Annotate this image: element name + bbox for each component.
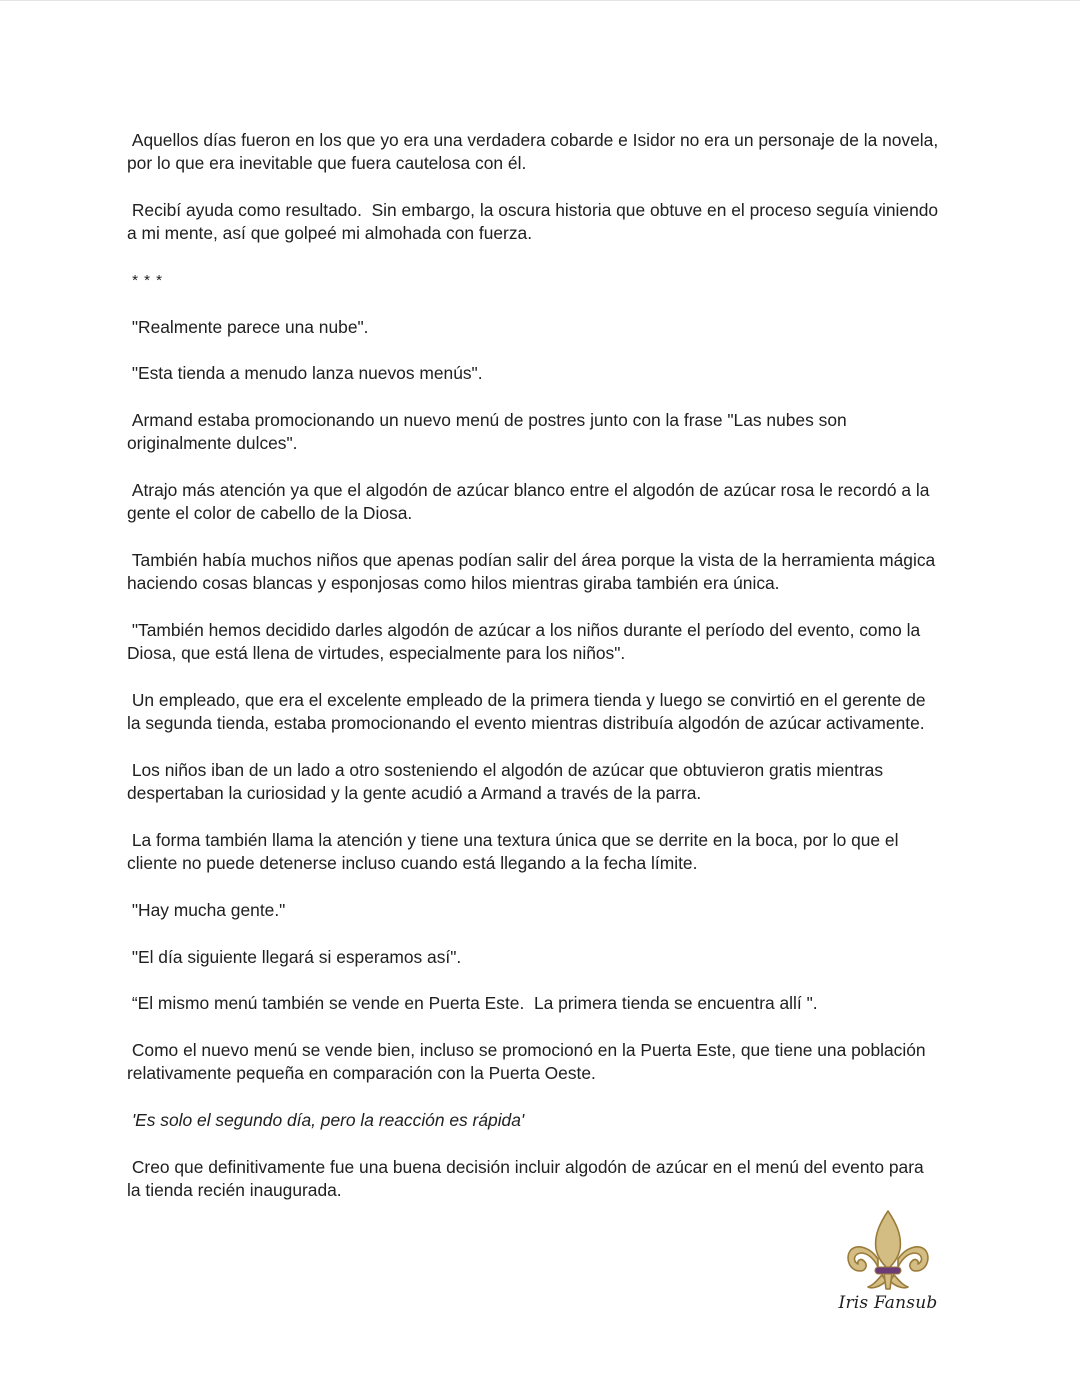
paragraph-11: La forma también llama la atención y tiene una textura única que se derrite en la boca, por lo que el cliente no puede detenerse incluso cuando está llegando a la fecha límite. xyxy=(127,829,899,874)
paragraph-7: También había muchos niños que apenas podían salir del área porque la vista de la herramienta mágica haciendo cosas blancas y esponjosas como hilos mientras giraba también era única. xyxy=(127,550,936,594)
paragraph-17: Creo que definitivamente fue una buena decisión incluir algodón de azúcar en el menú del evento para la tienda recién inaugurada. xyxy=(127,1156,924,1200)
paragraph-13: "El día siguiente llegará si esperamos así". xyxy=(127,946,462,967)
scene-separator: * * * xyxy=(127,271,164,289)
paragraph-2: Recibí ayuda como resultado. Sin embargo, la oscura historia que obtuve en el proceso seguía viniendo a mi mente, así que golpeé mi almohada con fuerza. xyxy=(127,199,939,244)
paragraph-8: "También hemos decidido darles algodón de azúcar a los niños durante el período del evento, como la Diosa, que está llena de virtudes, especialmente para los niños". xyxy=(127,619,921,664)
document-body xyxy=(127,129,957,1226)
paragraph-15: Como el nuevo menú se vende bien, incluso se promocionó en la Puerta Este, que tiene una población relativamente pequeña en comparación con la Puerta Oeste. xyxy=(127,1039,926,1084)
watermark-logo xyxy=(838,1209,938,1319)
paragraph-16-thought: 'Es solo el segundo día, pero la reacción es rápida' xyxy=(127,1109,525,1130)
paragraph-12: "Hay mucha gente." xyxy=(127,899,286,920)
paragraph-6: Atrajo más atención ya que el algodón de azúcar blanco entre el algodón de azúcar rosa le recordó a la gente el color de cabello de la Diosa. xyxy=(127,480,930,524)
paragraph-14: “El mismo menú también se vende en Puerta Este. La primera tienda se encuentra allí ". xyxy=(127,993,818,1014)
paragraph-10: Los niños iban de un lado a otro sosteniendo el algodón de azúcar que obtuvieron gratis mientras despertaban la curiosidad y la gente acudió a Armand a través de la parra. xyxy=(127,759,884,804)
logo-text: Iris Fansub xyxy=(838,1293,938,1313)
fleur-de-lis-icon xyxy=(844,1209,932,1293)
paragraph-3: "Realmente parece una nube". xyxy=(127,316,369,337)
paragraph-4: "Esta tienda a menudo lanza nuevos menús". xyxy=(127,363,483,384)
paragraph-9: Un empleado, que era el excelente empleado de la primera tienda y luego se convirtió en el gerente de la segunda tienda, estaba promocionando el evento mientras distribuía algodón de azúcar activamente. xyxy=(127,689,926,734)
paragraph-5: Armand estaba promocionando un nuevo menú de postres junto con la frase "Las nubes son originalmente dulces". xyxy=(127,410,847,454)
paragraph-1: Aquellos días fueron en los que yo era una verdadera cobarde e Isidor no era un personaje de la novela, por lo que era inevitable que fuera cautelosa con él. xyxy=(127,130,939,174)
